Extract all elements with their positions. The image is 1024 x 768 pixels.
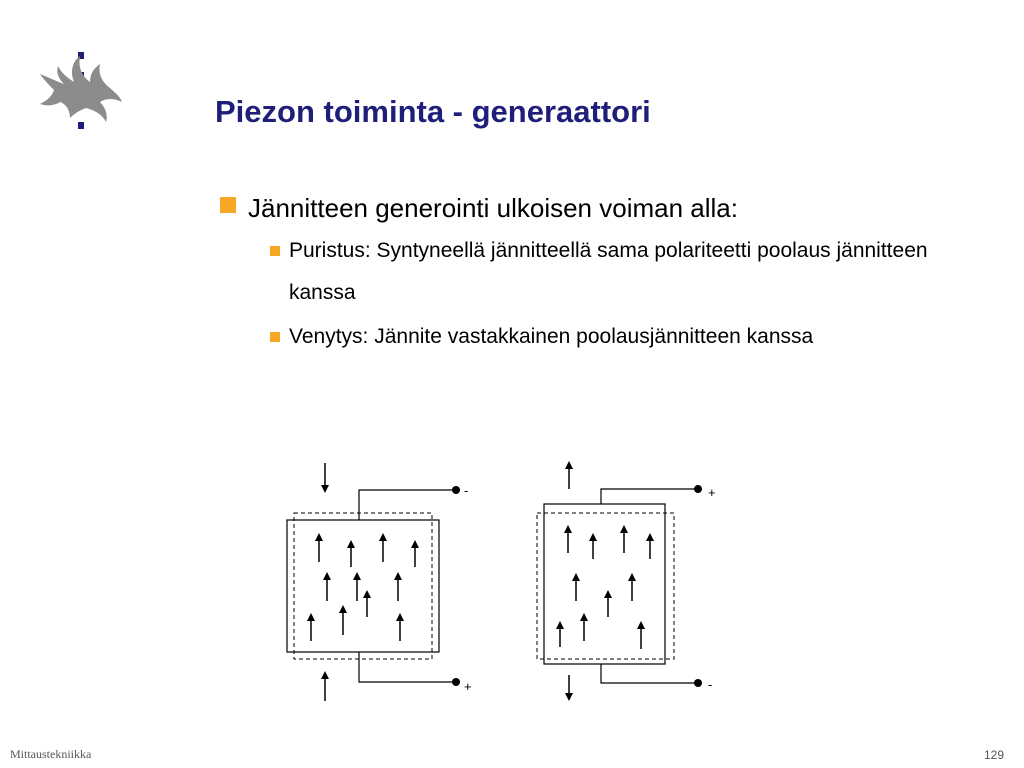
- sub-bullet-text: Venytys: Jännite vastakkainen poolausjännitteen kanssa: [289, 325, 814, 348]
- sub-bullet-compression: [270, 230, 1008, 314]
- right-top-terminal-label: +: [708, 485, 716, 500]
- main-bullet: [218, 190, 1008, 226]
- square-bullet-icon: [270, 246, 280, 256]
- page-number: 129: [983, 748, 1004, 762]
- footer-course-name: Mittaustekniikka: [10, 747, 92, 761]
- top-wire: [601, 489, 698, 504]
- bottom-wire: [601, 664, 698, 683]
- bullet-list: [218, 190, 1008, 360]
- compressed-crystal: [287, 520, 439, 652]
- left-bottom-terminal-label: +: [464, 679, 472, 694]
- compression-element: [287, 463, 472, 701]
- top-wire: [359, 490, 455, 520]
- sub-bullet-tension: [270, 316, 1008, 358]
- original-outline: [294, 513, 432, 659]
- right-bottom-terminal-label: -: [708, 677, 713, 692]
- main-bullet-text: Jännitteen generointi ulkoisen voiman alla:: [248, 193, 738, 223]
- bottom-terminal: [694, 679, 702, 687]
- university-flame-logo: [36, 48, 126, 138]
- top-terminal: [452, 486, 460, 494]
- dipole-arrows: [560, 529, 650, 649]
- bottom-terminal: [452, 678, 460, 686]
- slide-title: Piezon toiminta - generaattori: [215, 94, 651, 129]
- square-bullet-icon: [220, 197, 236, 213]
- original-outline: [537, 513, 674, 659]
- sub-bullet-text: Puristus: Syntyneellä jännitteellä sama polariteetti poolaus jännitteen kanssa: [289, 239, 928, 304]
- left-top-terminal-label: -: [464, 483, 469, 498]
- square-bullet-icon: [270, 332, 280, 342]
- tension-element: [537, 465, 716, 697]
- sub-bullet-list: [270, 230, 1008, 358]
- bottom-wire: [359, 652, 455, 682]
- dipole-arrows: [311, 537, 415, 641]
- stretched-crystal: [544, 504, 665, 664]
- top-terminal: [694, 485, 702, 493]
- piezo-generator-diagram: [270, 455, 750, 705]
